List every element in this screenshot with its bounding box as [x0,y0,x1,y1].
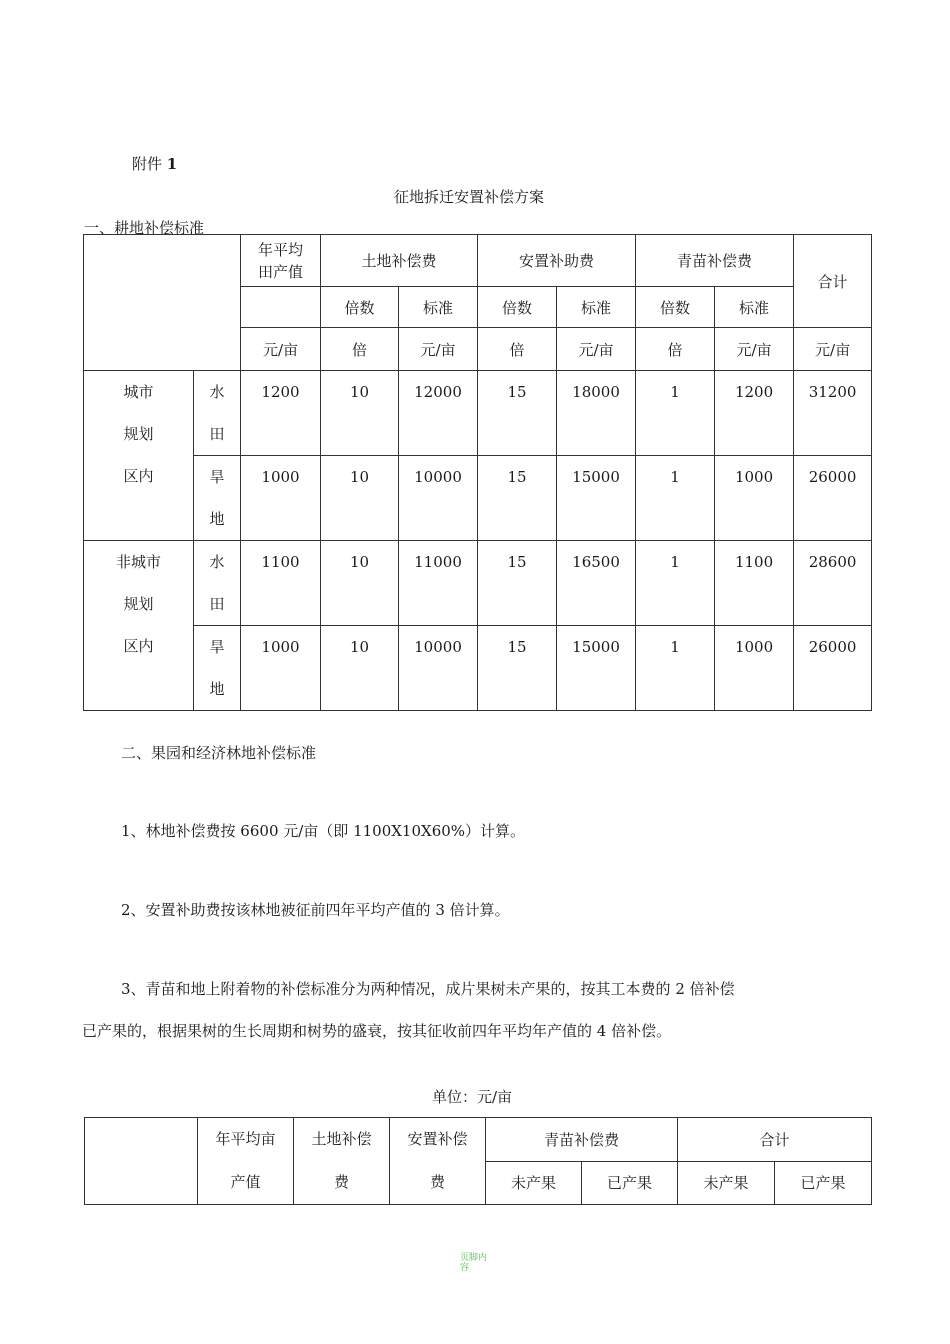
land-type-paddy: 水 田 [194,541,241,626]
land-type-paddy: 水 田 [194,371,241,456]
cell-value: 26000 [794,456,872,541]
sub-land-standard: 标准 [399,287,478,328]
farmland-compensation-table [83,234,872,711]
header-resettlement-subsidy: 安置补助费 [478,235,636,287]
unit-resettle-multiple: 倍 [478,328,557,371]
cell-value: 28600 [794,541,872,626]
sub-total-fruiting: 已产果 [775,1161,872,1205]
unit-avg: 元/亩 [241,328,321,371]
attachment-label: 附件 1 [132,155,178,173]
header-resettlement-compensation: 安置补偿 费 [390,1118,486,1205]
cell-value: 1000 [241,456,321,541]
cell-value: 10 [321,371,399,456]
sub-seedling-not-fruiting: 未产果 [486,1161,582,1205]
cell-value: 15 [478,371,557,456]
header-seedling-compensation: 青苗补偿费 [486,1118,678,1162]
table-row [84,371,872,456]
land-type-dry: 旱 地 [194,456,241,541]
cell-value: 15 [478,456,557,541]
page-title: 征地拆迁安置补偿方案 [394,188,545,206]
cell-value: 1000 [715,626,794,711]
unit-seedling-standard: 元/亩 [715,328,794,371]
sub-resettle-multiple: 倍数 [478,287,557,328]
cell-value: 15000 [557,456,636,541]
cell-value: 10 [321,626,399,711]
unit-total: 元/亩 [794,328,872,371]
unit-land-multiple: 倍 [321,328,399,371]
page-footer: 页脚内 容 [460,1253,488,1273]
cell-value: 1 [636,371,715,456]
cell-value: 1000 [241,626,321,711]
cell-value: 26000 [794,626,872,711]
paragraph-3-line-1: 3、青苗和地上附着物的补偿标准分为两种情况，成片果树未产果的，按其工本费的 2 倍补偿 [121,980,735,998]
header-seedling-compensation: 青苗补偿费 [636,235,794,287]
cell-value: 12000 [399,371,478,456]
table2-corner-cell [85,1118,198,1205]
cell-value: 16500 [557,541,636,626]
cell-value: 1 [636,626,715,711]
cell-value: 1200 [715,371,794,456]
cell-value: 10 [321,541,399,626]
sub-resettle-standard: 标准 [557,287,636,328]
cell-value: 1100 [241,541,321,626]
header-land-compensation: 土地补偿 费 [294,1118,390,1205]
table1-corner-cell [84,235,241,371]
header-avg-output: 年平均 田产值 [241,235,321,287]
unit-resettle-standard: 元/亩 [557,328,636,371]
orchard-compensation-table [84,1117,872,1205]
paragraph-2: 2、安置补助费按该林地被征前四年平均产值的 3 倍计算。 [121,901,510,919]
cell-value: 10000 [399,626,478,711]
header-total: 合计 [678,1118,872,1162]
sub-total-not-fruiting: 未产果 [678,1161,775,1205]
region-non-urban: 非城市 规划 区内 [84,541,194,711]
cell-value: 31200 [794,371,872,456]
header-avg-mu-output: 年平均亩 产值 [198,1118,294,1205]
cell-value: 18000 [557,371,636,456]
cell-value: 1200 [241,371,321,456]
unit-label: 单位：元/亩 [432,1088,513,1106]
table-row [84,626,872,711]
cell-value: 10 [321,456,399,541]
table-row [84,541,872,626]
sub-seedling-multiple: 倍数 [636,287,715,328]
cell-value: 15000 [557,626,636,711]
cell-value: 10000 [399,456,478,541]
sub-seedling-fruiting: 已产果 [582,1161,678,1205]
section2-title: 二、果园和经济林地补偿标准 [121,744,317,762]
unit-land-standard: 元/亩 [399,328,478,371]
header-land-compensation: 土地补偿费 [321,235,478,287]
paragraph-3-line-2: 已产果的，根据果树的生长周期和树势的盛衰，按其征收前四年平均年产值的 4 倍补偿。 [82,1022,672,1040]
sub-land-multiple: 倍数 [321,287,399,328]
header-avg-blank [241,287,321,328]
cell-value: 11000 [399,541,478,626]
sub-seedling-standard: 标准 [715,287,794,328]
cell-value: 15 [478,541,557,626]
cell-value: 1 [636,456,715,541]
section1-title: 一、耕地补偿标准 [84,219,205,237]
paragraph-1: 1、林地补偿费按 6600 元/亩（即 1100X10X60%）计算。 [121,822,526,840]
unit-seedling-multiple: 倍 [636,328,715,371]
cell-value: 1000 [715,456,794,541]
table-row [84,456,872,541]
cell-value: 1100 [715,541,794,626]
header-total: 合计 [794,235,872,328]
cell-value: 15 [478,626,557,711]
cell-value: 1 [636,541,715,626]
region-urban: 城市 规划 区内 [84,371,194,541]
land-type-dry: 旱 地 [194,626,241,711]
